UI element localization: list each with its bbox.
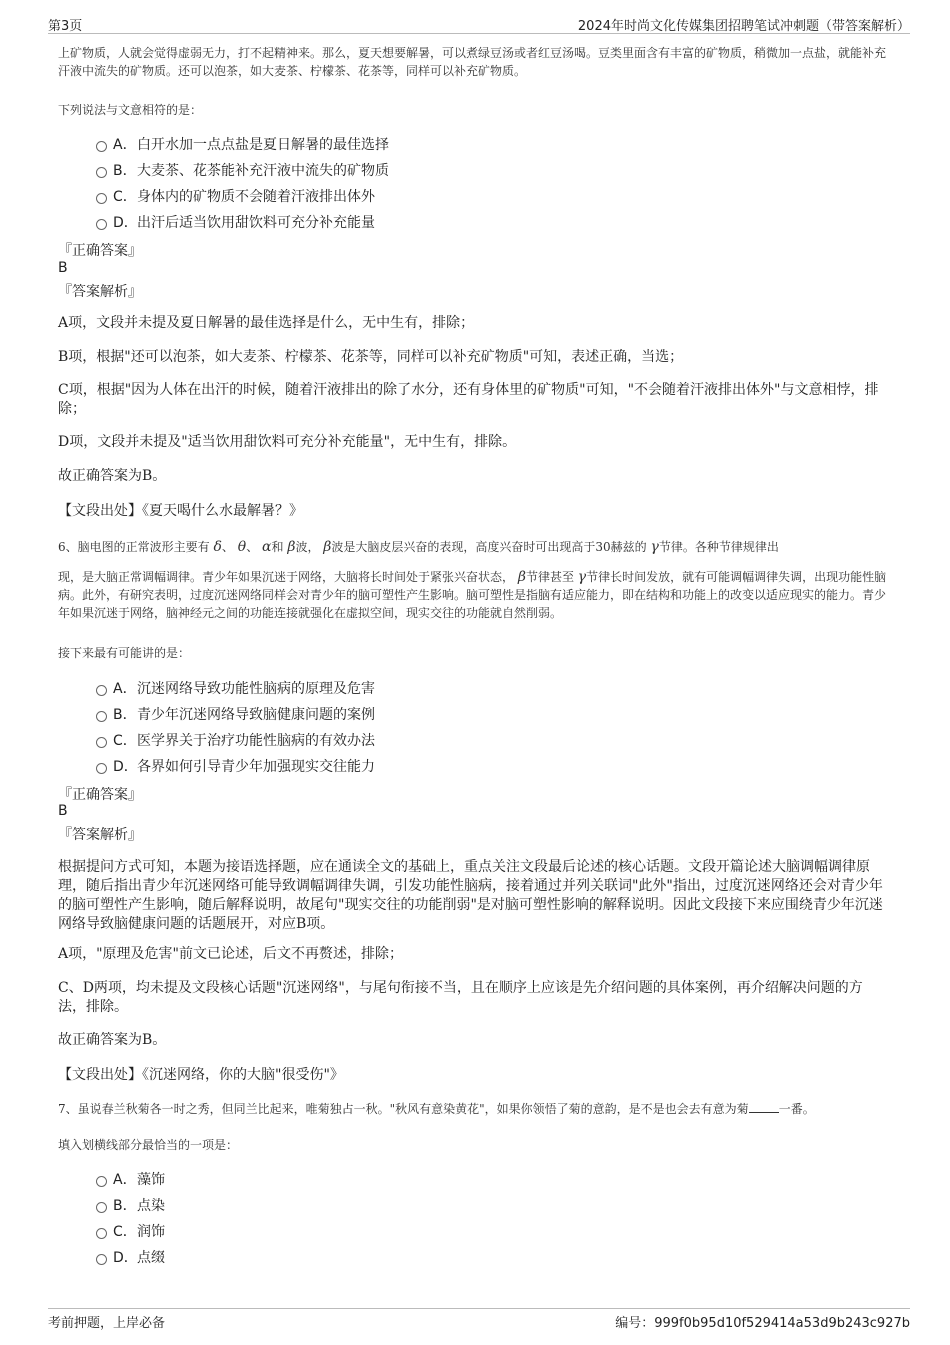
- footer-divider: [48, 1308, 910, 1309]
- gamma-symbol: γ: [650, 539, 659, 555]
- q7-option-c[interactable]: C．润饰: [96, 1221, 165, 1241]
- beta-symbol: β: [323, 539, 332, 555]
- theta-symbol: θ: [237, 539, 247, 555]
- radio-icon[interactable]: [96, 167, 107, 178]
- q6-option-d[interactable]: D．各界如何引导青少年加强现实交往能力: [96, 756, 375, 776]
- q6-option-a[interactable]: A．沉迷网络导致功能性脑病的原理及危害: [96, 678, 375, 698]
- q5-prompt: 下列说法与文意相符的是：: [58, 103, 203, 117]
- q6-prompt: 接下来最有可能讲的是：: [58, 646, 191, 660]
- q7-option-a[interactable]: A．藻饰: [96, 1169, 165, 1189]
- q5-option-d[interactable]: D．出汗后适当饮用甜饮料可充分补充能量: [96, 212, 375, 232]
- radio-icon[interactable]: [96, 711, 107, 722]
- q5-option-a[interactable]: A．白开水加一点点盐是夏日解暑的最佳选择: [96, 134, 389, 154]
- q5-source: 【文段出处】《夏天喝什么水最解暑？》: [58, 503, 303, 519]
- q6-analysis-a: A项，"原理及危害"前文已论述，后文不再赘述，排除；: [58, 946, 403, 962]
- delta-symbol: δ: [213, 539, 222, 555]
- fill-blank: [749, 1112, 779, 1113]
- q6-analysis-label: 『答案解析』: [58, 827, 142, 843]
- document-title: 2024年时尚文化传媒集团招聘笔试冲刺题（带答案解析）: [577, 19, 910, 34]
- q7-prompt: 填入划横线部分最恰当的一项是：: [58, 1138, 239, 1152]
- q6-stem: 6、脑电图的正常波形主要有 δ、 θ、 α和 β波， β波是大脑皮层兴奋的表现，高度兴奋时可出现高于30赫兹的 γ节律。各种节律规律出 现，是大脑正常调幅调律。青少年如果沉迷于网络，大脑将长时间处于紧张兴奋状态， β节律甚至 γ节律长时间发放，就有可能调幅调律失调，出现功能性脑病。此外，有研究表明，过度沉迷网络同样会对青少年的脑可塑性产生影响。脑可塑性是指脑有适应能力，即在结构和功能上的改变以适应现实的能力。青少年如果沉迷于网络，脑神经元之间的功能连接就强化在虚拟空间，现实交往的功能就自然削弱。: [58, 539, 887, 620]
- q6-option-c[interactable]: C．医学界关于治疗功能性脑病的有效办法: [96, 730, 375, 750]
- q5-analysis-label: 『答案解析』: [58, 284, 142, 300]
- radio-icon[interactable]: [96, 685, 107, 696]
- radio-icon[interactable]: [96, 1254, 107, 1265]
- q6-option-b[interactable]: B．青少年沉迷网络导致脑健康问题的案例: [96, 704, 375, 724]
- footer-slogan: 考前押题，上岸必备: [48, 1316, 166, 1331]
- q5-analysis-b: B项，根据"还可以泡茶，如大麦茶、柠檬茶、花茶等，同样可以补充矿物质"可知，表述正确，当选；: [58, 349, 684, 365]
- q6-conclusion: 故正确答案为B。: [58, 1032, 167, 1048]
- q5-analysis-a: A项，文段并未提及夏日解暑的最佳选择是什么，无中生有，排除；: [58, 315, 475, 331]
- q5-analysis-d: D项，文段并未提及"适当饮用甜饮料可充分补充能量"，无中生有，排除。: [58, 434, 517, 450]
- q5-conclusion: 故正确答案为B。: [58, 468, 167, 484]
- radio-icon[interactable]: [96, 1202, 107, 1213]
- alpha-symbol: α: [262, 539, 272, 555]
- q6-analysis-main: 根据提问方式可知，本题为接语选择题，应在通读全文的基础上，重点关注文段最后论述的核心话题。文段开篇论述大脑调幅调律原理，随后指出青少年沉迷网络可能导致调幅调律失调，引发功能性脑病，接着通过并列关联词"此外"指出，过度沉迷网络还会对青少年的脑可塑性产生影响，随后解释说明，故尾句"现实交往的功能削弱"是对脑可塑性影响的解释说明。因此文段接下来应围绕青少年沉迷网络导致脑健康问题的话题展开，对应B项。: [58, 859, 883, 932]
- q5-answer-label: 『正确答案』: [58, 243, 142, 259]
- document-code: 编号：999f0b95d10f529414a53d9b243c927b: [615, 1316, 910, 1331]
- gamma-symbol: γ: [577, 569, 587, 585]
- header-divider: [48, 33, 910, 34]
- q6-analysis-cd: C、D两项，均未提及文段核心话题"沉迷网络"，与尾句衔接不当，且在顺序上应该是先介绍问题的具体案例，再介绍解决问题的方法，排除。: [58, 980, 863, 1015]
- q6-answer: B: [58, 803, 68, 819]
- radio-icon[interactable]: [96, 219, 107, 230]
- radio-icon[interactable]: [96, 193, 107, 204]
- radio-icon[interactable]: [96, 1176, 107, 1187]
- beta-symbol: β: [517, 569, 526, 585]
- q7-option-d[interactable]: D．点缀: [96, 1247, 165, 1267]
- radio-icon[interactable]: [96, 763, 107, 774]
- page-header: [48, 15, 910, 33]
- q5-answer: B: [58, 260, 68, 276]
- page-number: 第3页: [48, 19, 83, 34]
- radio-icon[interactable]: [96, 141, 107, 152]
- q5-analysis-c: C项，根据"因为人体在出汗的时候，随着汗液排出的除了水分，还有身体里的矿物质"可知，"不会随着汗液排出体外"与文意相悖，排除；: [58, 382, 879, 417]
- intro-paragraph: 上矿物质，人就会觉得虚弱无力，打不起精神来。那么，夏天想要解暑，可以煮绿豆汤或者红豆汤喝。豆类里面含有丰富的矿物质，稍微加一点盐，就能补充汗液中流失的矿物质。还可以泡茶，如大麦茶、柠檬茶、花茶等，同样可以补充矿物质。: [58, 46, 887, 78]
- radio-icon[interactable]: [96, 737, 107, 748]
- radio-icon[interactable]: [96, 1228, 107, 1239]
- q6-answer-label: 『正确答案』: [58, 787, 142, 803]
- q7-stem: 7、虽说春兰秋菊各一时之秀，但同兰比起来，唯菊独占一秋。"秋风有意染黄花"，如果你领悟了菊的意韵，是不是也会去有意为菊 一番。: [58, 1102, 815, 1116]
- q5-option-c[interactable]: C．身体内的矿物质不会随着汗液排出体外: [96, 186, 375, 206]
- q6-source: 【文段出处】《沉迷网络，你的大脑"很受伤"》: [58, 1067, 344, 1083]
- q5-option-b[interactable]: B．大麦茶、花茶能补充汗液中流失的矿物质: [96, 160, 389, 180]
- q7-option-b[interactable]: B．点染: [96, 1195, 165, 1215]
- beta-symbol: β: [287, 539, 296, 555]
